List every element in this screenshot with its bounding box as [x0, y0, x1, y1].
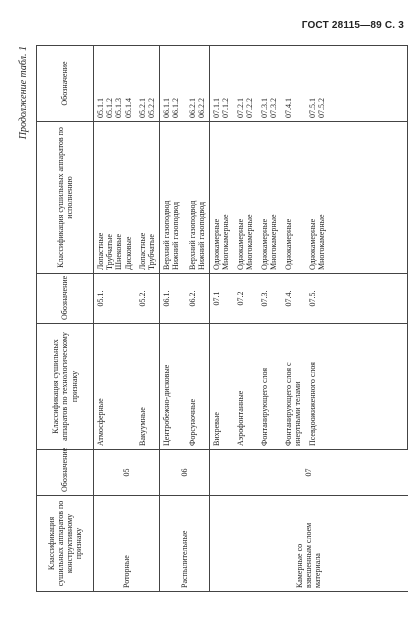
- sub-code-cell: 06.1.: [160, 274, 186, 324]
- sub-name-cell: Фонтанирующего слоя: [258, 324, 282, 450]
- group-code-cell: 06: [160, 450, 210, 496]
- group-name-cell: Камерные со взвешенным слоем материала: [210, 496, 408, 592]
- sub-name-cell: Фонтанирующего слоя с инертными телами: [282, 324, 306, 450]
- item-codes-cell: 06.1.1 06.1.2: [160, 46, 186, 122]
- sub-name-cell: Вакуумные: [136, 324, 160, 450]
- col-header-code: Обозначение: [37, 46, 94, 122]
- col-header-code: Обозначение: [37, 274, 94, 324]
- col-header-technology: Классификация сушильных аппаратов по технологическому признаку: [37, 324, 94, 450]
- items-cell: Лопастные Трубчатые: [136, 122, 160, 274]
- sub-code-cell: 07.1: [210, 274, 234, 324]
- classification-table: [36, 45, 408, 592]
- item-codes-cell: 05.2.1 05.2.2: [136, 46, 160, 122]
- items-cell: Верхний газоподвод Нижний газоподвод: [186, 122, 210, 274]
- table-row: [160, 46, 186, 592]
- col-header-code: Обозначение: [37, 450, 94, 496]
- item-codes-cell: 07.4.1: [282, 46, 306, 122]
- group-name-cell: Роторные: [94, 496, 160, 592]
- group-name-cell: Распылительные: [160, 496, 210, 592]
- col-header-construction: Классификация сушильных аппаратов по конструктивному признаку: [37, 496, 94, 592]
- item-codes-cell: 07.1.1 07.1.2: [210, 46, 234, 122]
- sub-name-cell: Аэрофонтанные: [234, 324, 258, 450]
- item-codes-cell: 07.5.1 07.5.2: [306, 46, 408, 122]
- group-code-cell: 05: [94, 450, 160, 496]
- sub-name-cell: Атмосферные: [94, 324, 136, 450]
- items-cell: Верхний газоподвод Нижний газоподвод: [160, 122, 186, 274]
- sub-name-cell: Центробежно-дисковые: [160, 324, 186, 450]
- page-header: ГОСТ 28115—89 С. 3: [301, 20, 404, 31]
- sub-code-cell: 07.4.: [282, 274, 306, 324]
- sub-code-cell: 05.2.: [136, 274, 160, 324]
- items-cell: Однокамерные: [282, 122, 306, 274]
- group-code-cell: 07: [210, 450, 408, 496]
- sub-name-cell: Псевдоожиженного слоя: [306, 324, 408, 450]
- table-continuation-label: Продолжение табл. 1: [18, 46, 29, 140]
- item-codes-cell: 06.2.1 06.2.2: [186, 46, 210, 122]
- item-codes-cell: 05.1.1 05.1.2 05.1.3 05.1.4: [94, 46, 136, 122]
- sub-code-cell: 07.2: [234, 274, 258, 324]
- item-codes-cell: 07.3.1 07.3.2: [258, 46, 282, 122]
- items-cell: Однокамерные Многокамерные: [210, 122, 234, 274]
- item-codes-cell: 07.2.1 07.2.2: [234, 46, 258, 122]
- rotated-table-area: [18, 46, 408, 592]
- col-header-execution: Классификация сушильных аппаратов по исполнению: [37, 122, 94, 274]
- table-row: [94, 46, 136, 592]
- table-row: [210, 46, 234, 592]
- sub-code-cell: 06.2.: [186, 274, 210, 324]
- sub-name-cell: Форсуночные: [186, 324, 210, 450]
- items-cell: Однокамерные Многокамерные: [258, 122, 282, 274]
- items-cell: Лопастные Трубчатые Шнековые Дисковые: [94, 122, 136, 274]
- table-header-row: [37, 46, 94, 592]
- sub-code-cell: 07.3.: [258, 274, 282, 324]
- items-cell: Однокамерные Многокамерные: [234, 122, 258, 274]
- sub-code-cell: 05.1.: [94, 274, 136, 324]
- items-cell: Однокамерные Многокамерные: [306, 122, 408, 274]
- sub-name-cell: Вихревые: [210, 324, 234, 450]
- sub-code-cell: 07.5.: [306, 274, 408, 324]
